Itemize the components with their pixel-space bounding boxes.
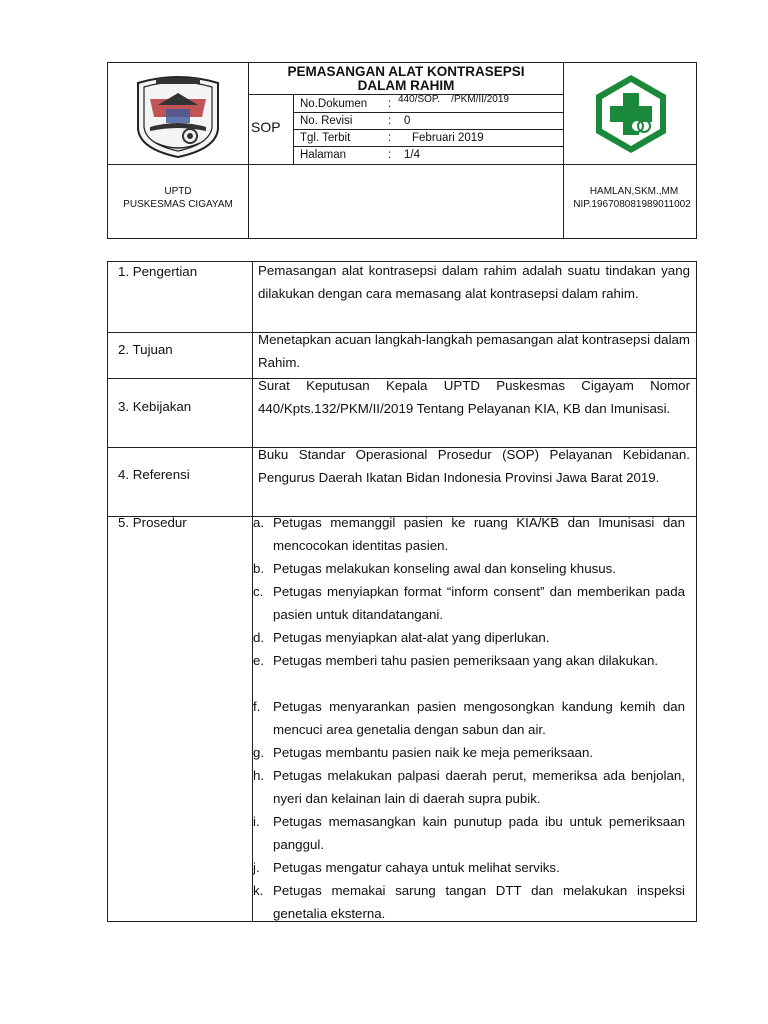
procedure-step-text: Petugas mengatur cahaya untuk melihat serviks.: [273, 860, 560, 875]
procedure-step-letter: j.: [253, 860, 260, 875]
procedure-step-letter: k.: [253, 883, 264, 898]
procedure-step-text: Petugas memanggil pasien ke ruang KIA/KB dan Imunisasi dan mencocokan identitas pasien.: [273, 515, 685, 553]
procedure-step: [253, 810, 685, 856]
procedure-step-text: Petugas membantu pasien naik ke meja pemeriksaan.: [273, 745, 594, 760]
sop-content-table: [107, 261, 697, 922]
title-line: DALAM RAHIM: [357, 78, 455, 93]
header-divider: [293, 112, 563, 113]
meta-colon: :: [388, 149, 392, 161]
procedure-step-text: Petugas menyarankan pasien mengosongkan kandung kemih dan mencuci area genetalia dengan sabun dan air.: [273, 699, 685, 737]
header-divider: [293, 146, 563, 147]
procedure-step-text: Petugas memakai sarung tangan DTT dan melakukan inspeksi genetalia eksterna.: [273, 883, 685, 921]
procedure-step-text: Petugas memasangkan kain punutup pada ibu untuk pemeriksaan panggul.: [273, 814, 685, 852]
procedure-step-letter: a.: [253, 515, 265, 530]
procedure-step-letter: h.: [253, 768, 265, 783]
section-text-pengertian: Pemasangan alat kontrasepsi dalam rahim adalah suatu tindakan yang dilakukan dengan cara memasang alat kontrasepsi dalam rahim.: [258, 263, 690, 301]
procedure-step: [253, 695, 685, 741]
procedure-step: [253, 580, 685, 626]
section-title-tujuan: 2. Tujuan: [118, 342, 173, 357]
procedure-step-letter: f.: [253, 699, 261, 714]
procedure-step: [253, 879, 685, 925]
signer-nip: NIP.196708081989011002: [573, 199, 691, 210]
procedure-step-letter: b.: [253, 561, 265, 576]
unit-name-line: UPTD: [164, 186, 192, 197]
procedure-step: [253, 557, 685, 580]
regency-emblem-logo: [128, 69, 228, 159]
unit-name-line: PUSKESMAS CIGAYAM: [123, 199, 233, 210]
section-title-prosedur: 5. Prosedur: [118, 515, 187, 530]
header-divider: [293, 129, 563, 130]
meta-value-revision: 0: [404, 115, 411, 127]
procedure-step: [253, 764, 685, 810]
meta-label-doc-number: No.Dokumen: [300, 98, 368, 110]
meta-colon: :: [388, 132, 392, 144]
signer-name: HAMLAN,SKM.,MM: [589, 186, 679, 197]
procedure-step-letter: c.: [253, 584, 264, 599]
procedure-step-text: Petugas melakukan konseling awal dan konseling khusus.: [273, 561, 616, 576]
title-line: PEMASANGAN ALAT KONTRASEPSI: [287, 64, 525, 79]
sop-label: SOP: [251, 119, 281, 135]
procedure-step-letter: d.: [253, 630, 265, 645]
meta-label-issue-date: Tgl. Terbit: [300, 132, 351, 144]
procedure-step: [253, 511, 685, 557]
section-text-referensi: Buku Standar Operasional Prosedur (SOP) Pelayanan Kebidanan. Pengurus Daerah Ikatan Bidan Indonesia Provinsi Jawa Barat 2019.: [258, 447, 690, 485]
procedure-step-text: Petugas menyiapkan alat-alat yang diperlukan.: [273, 630, 550, 645]
procedure-step-text: Petugas memberi tahu pasien pemeriksaan yang akan dilakukan.: [273, 653, 659, 668]
section-title-referensi: 4. Referensi: [118, 467, 190, 482]
procedure-step: [253, 626, 685, 649]
meta-label-revision: No. Revisi: [300, 115, 353, 127]
meta-colon: :: [388, 115, 392, 127]
sop-header-table: [107, 62, 697, 239]
section-text-tujuan: Menetapkan acuan langkah-langkah pemasangan alat kontrasepsi dalam Rahim.: [258, 332, 690, 370]
meta-colon: :: [388, 98, 392, 110]
procedure-step: [253, 856, 685, 879]
procedure-step-text: Petugas menyiapkan format “inform consent” dan memberikan pada pasien untuk ditandatangani.: [273, 584, 685, 622]
document-title: [248, 63, 564, 93]
procedure-step-letter: i.: [253, 814, 260, 829]
procedure-step-text: Petugas melakukan palpasi daerah perut, memeriksa ada benjolan, nyeri dan kelainan lain di daerah supra pubik.: [273, 768, 685, 806]
procedure-step-letter: e.: [253, 653, 265, 668]
header-divider: [108, 164, 696, 165]
section-title-pengertian: 1. Pengertian: [118, 264, 198, 279]
section-text-kebijakan: Surat Keputusan Kepala UPTD Puskesmas Cigayam Nomor 440/Kpts.132/PKM/II/2019 Tentang Pelayanan KIA, KB dan Imunisasi.: [258, 378, 690, 416]
meta-value-page: 1/4: [404, 149, 420, 161]
procedure-step: [253, 649, 685, 672]
procedure-step: [253, 741, 685, 764]
meta-label-page: Halaman: [300, 149, 347, 161]
meta-value-doc-number: 440/SOP. /PKM/II/2019: [398, 94, 509, 105]
meta-value-issue-date: Februari 2019: [412, 132, 484, 144]
puskesmas-logo: [593, 73, 669, 155]
section-title-kebijakan: 3. Kebijakan: [118, 399, 192, 414]
procedure-step-letter: g.: [253, 745, 265, 760]
